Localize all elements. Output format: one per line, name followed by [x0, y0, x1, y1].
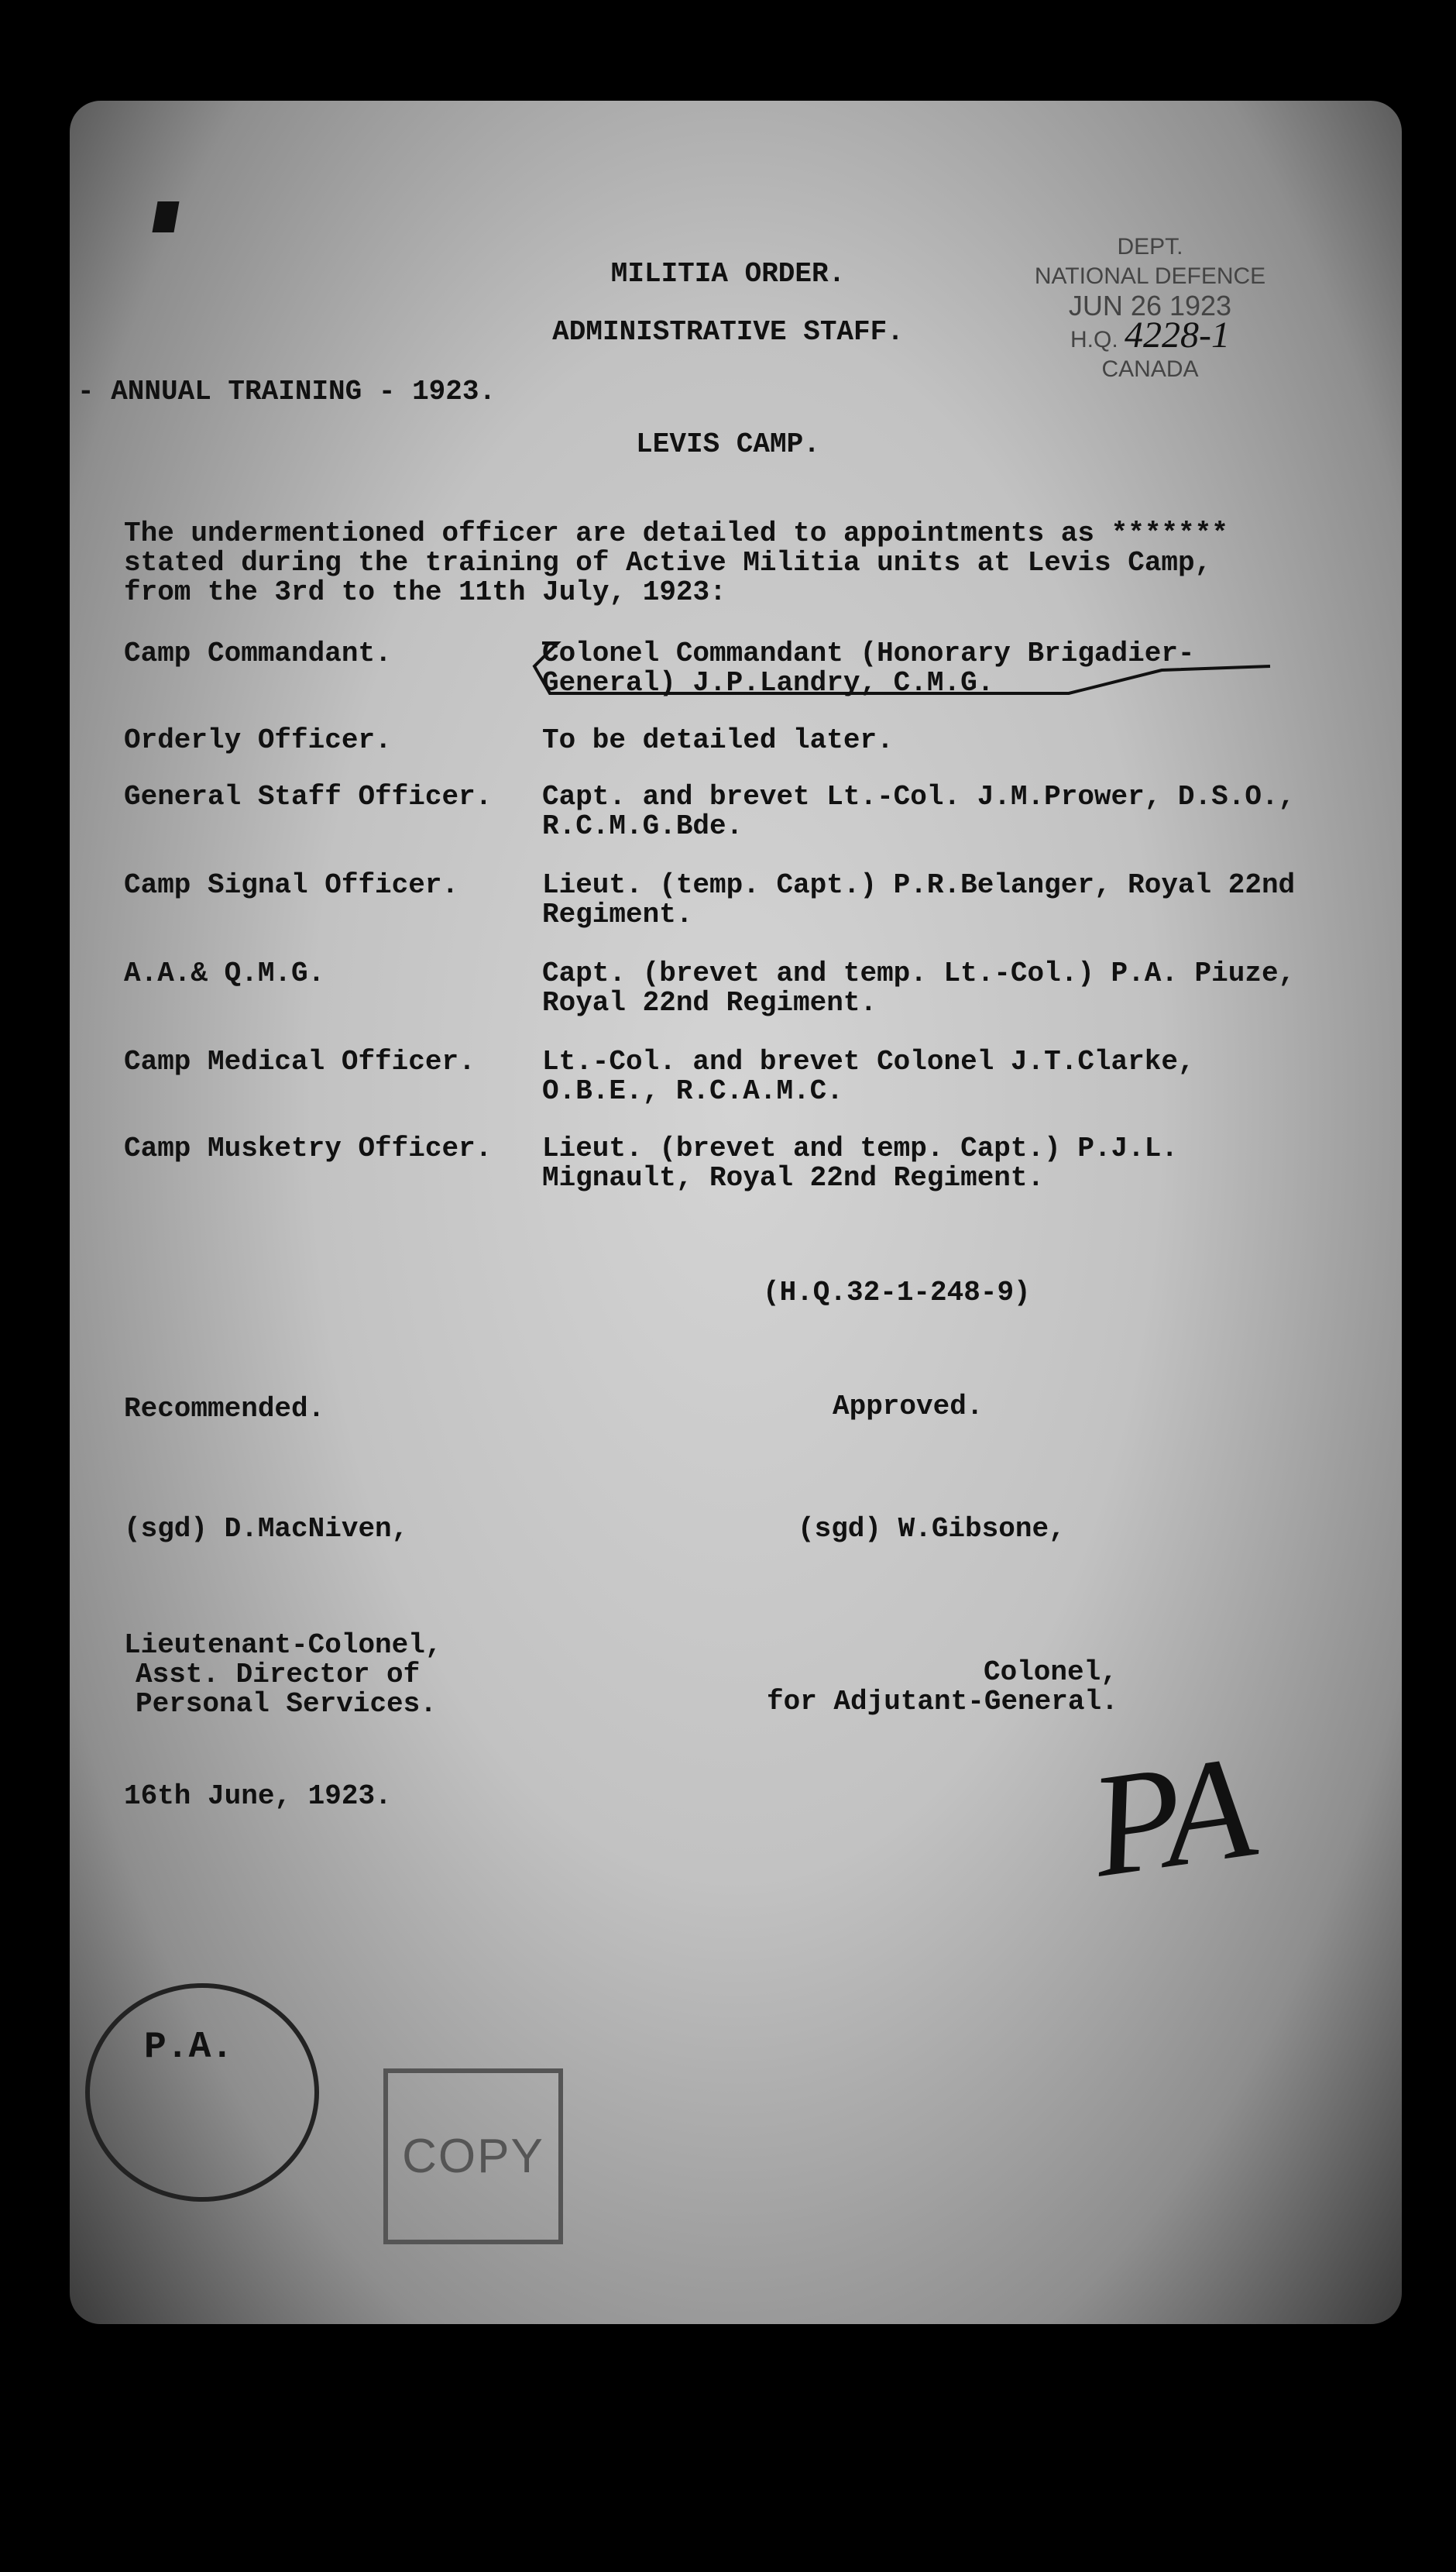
appointment-role: A.A.& Q.M.G.	[124, 958, 325, 989]
stamp-dept: DEPT.	[1117, 234, 1183, 260]
appointment-role: Camp Commandant.	[124, 638, 392, 669]
document-subtitle: ADMINISTRATIVE STAFF.	[552, 316, 904, 348]
signature-macniven: (sgd) D.MacNiven,	[124, 1513, 409, 1545]
appointment-officer: Capt. and brevet Lt.-Col. J.M.Prower, D.S.O., R.C.M.G.Bde.	[542, 781, 1296, 842]
document-title: MILITIA ORDER.	[610, 258, 846, 290]
appointment-officer: Lt.-Col. and brevet Colonel J.T.Clarke, O.B.E., R.C.A.M.C.	[542, 1046, 1195, 1107]
handwritten-initials: PA	[1081, 1724, 1264, 1909]
stamp-hq: H.Q. 4228-1	[1070, 315, 1230, 356]
appointment-officer: Lieut. (temp. Capt.) P.R.Belanger, Royal 22nd Regiment.	[542, 869, 1296, 930]
hq-file-number: 4228-1	[1125, 315, 1230, 356]
received-stamp	[1022, 232, 1278, 380]
left-title-line2: Personal Services.	[136, 1688, 437, 1720]
signature-gibsone: (sgd) W.Gibsone,	[798, 1513, 1066, 1545]
appointment-role: Camp Signal Officer.	[124, 869, 459, 901]
approved-label: Approved.	[833, 1391, 984, 1422]
appointment-officer: To be detailed later.	[542, 724, 894, 756]
seal-text: P.A.	[144, 2027, 234, 2068]
recommended-label: Recommended.	[124, 1393, 325, 1425]
stamp-department: NATIONAL DEFENCE	[1034, 263, 1266, 289]
stamp-date: JUN 26 1923	[1068, 290, 1232, 322]
left-rank: Lieutenant-Colonel,	[124, 1629, 442, 1661]
stamp-country: CANADA	[1101, 356, 1199, 382]
pa-seal	[85, 1983, 319, 2202]
appointment-officer: Capt. (brevet and temp. Lt.-Col.) P.A. Piuze, Royal 22nd Regiment.	[542, 958, 1296, 1019]
document-date: 16th June, 1923.	[124, 1780, 392, 1812]
right-rank: Colonel,	[984, 1656, 1118, 1688]
camp-heading: LEVIS CAMP.	[636, 428, 820, 460]
file-reference: (H.Q.32-1-248-9)	[763, 1277, 1031, 1308]
intro-paragraph: The undermentioned officer are detailed to appointments as ******* stated during the training of Active Militia units at Levis Camp, from the 3rd to the 11th July, 1923:	[124, 517, 1228, 608]
appointment-role: Camp Medical Officer.	[124, 1046, 476, 1078]
appointment-role: Orderly Officer.	[124, 724, 392, 756]
appointment-role: Camp Musketry Officer.	[124, 1133, 493, 1164]
right-title: for Adjutant-General.	[767, 1686, 1118, 1718]
copy-stamp-text: COPY	[402, 2130, 544, 2183]
left-title-line1: Asst. Director of	[136, 1659, 421, 1690]
copy-stamp	[383, 2068, 563, 2244]
appointment-officer: Lieut. (brevet and temp. Capt.) P.J.L. Mignault, Royal 22nd Regiment.	[542, 1133, 1178, 1194]
appointment-officer: Colonel Commandant (Honorary Brigadier-General) J.P.Landry, C.M.G.	[542, 638, 1195, 699]
training-heading: - ANNUAL TRAINING - 1923.	[77, 376, 496, 407]
appointment-role: General Staff Officer.	[124, 781, 493, 813]
